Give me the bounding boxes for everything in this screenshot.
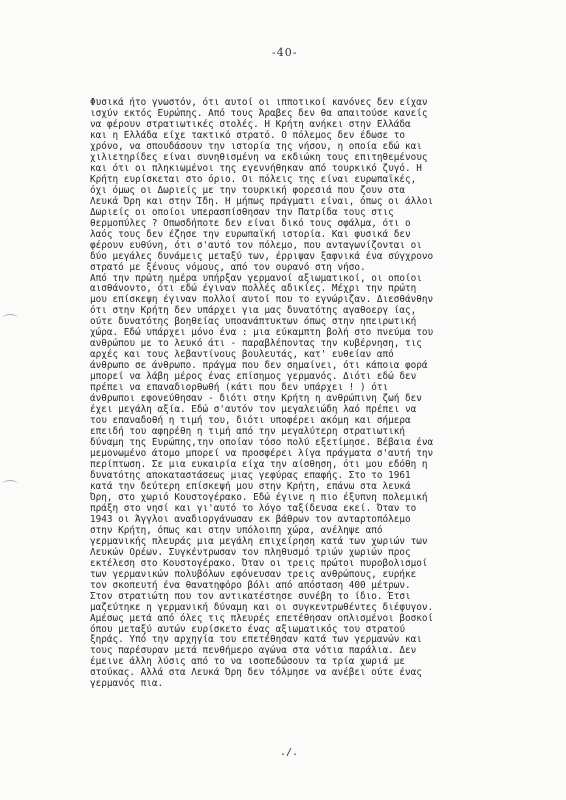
text-line: δύο μεγάλες δυνάμεις μεταξύ των, έρριψαν ξαφνικά ένα σύγχρονο: [90, 250, 434, 262]
text-line: κατά την δεύτερη επίσκεψή μου στην Κρήτη, επάνω στα λευκά: [90, 480, 411, 492]
text-line: έχει μεγάλη αξία. Εδώ σ'αυτόν τον μεγαλειώδη λαό πρέπει να: [90, 404, 417, 416]
text-line: δυνατότης αποκαταστάσεως μιας γεφύρας επαφής. Στο το 1961: [90, 469, 411, 481]
text-line: ανθρώπου με το λευκό άτι - παραβλέποντας την κυβέρνηση, τις: [90, 338, 422, 350]
text-line: όπου μεταξύ αυτών ευρίσκετο ένας αξιωματικός του στρατού: [90, 623, 406, 635]
text-line: δύναμη της Ευρώπης,την οποίαν τόσο πολύ εξετίμησε. Βέβαια ένα: [90, 437, 434, 449]
text-line: Δωριείς οι οποίοι υπερασπίσθησαν την Πατρίδα τους στις: [90, 206, 394, 218]
text-line: των γερμανικών πολυβόλων εφόνευσαν τρεις ανθρώπους, ευρήκε: [90, 568, 417, 580]
binder-punch-mark-bottom: [2, 480, 18, 489]
text-line: χρόνο, να σπουδάσουν την ιστορία της νήσου, η οποία εδώ και: [90, 140, 422, 152]
text-line: πρέπει να επαναδιορθωθή (κάτι που δεν υπάρχει ! ) ότι: [90, 382, 389, 394]
text-line: Στον στρατιώτη που τον αντικατέστησε συνέβη το ίδιο. Έτσι: [90, 590, 411, 602]
text-line: Αμέσως μετά από όλες τις πλευρές επετέθησαν οπλισμένοι βοσκοί: [90, 612, 434, 624]
text-line: επειδή του αφηρέθη η τιμή από την μεγαλύτερη στρατιωτική: [90, 426, 406, 438]
continuation-mark: ./.: [280, 747, 299, 758]
text-line: στρατό με ξένους νόμους, από τον ουρανό στη νήσο.: [90, 261, 366, 273]
text-line: αρχές και τους λεβαντίνους βουλευτάς, κατ' ευθείαν από: [90, 349, 394, 361]
text-line: έμεινε άλλη λύσις από το να ισοπεδώσουν τα τρία χωριά με: [90, 656, 406, 668]
text-line: ότι στην Κρήτη δεν υπάρχει για μας δυνατότης αγαθοεργ ίας,: [90, 305, 417, 317]
text-line: τον σκοπευτή ένα θανατηφόρο βόλι από απόσταση 400 μέτρων.: [90, 579, 411, 591]
text-line: γερμανικής πλευράς μια μεγάλη επιχείρηση κατά των χωριών των: [90, 535, 428, 547]
text-line: Φυσικά ήτο γνωστόν, ότι αυτοί οι ιπποτικοί κανόνες δεν είχαν: [90, 97, 428, 108]
body-text: [90, 97, 490, 689]
text-line: 1943 οι Άγγλοι αναδιοργάνωσαν εκ βάθρων τον ανταρτοπόλεμο: [90, 513, 411, 525]
text-line: όχι όμως οι Δωριείς με την τουρκική φορεσιά που ζουν στα: [90, 184, 406, 196]
text-line: Λευκά Όρη και στην Ίδη. Η μήπως πράγματι είναι, όπως οι άλλοι: [90, 195, 434, 207]
text-line: άνθρωπο σε άνθρωπο. πράγμα που δεν σημαίνει, ότι κάποια φορά: [90, 360, 428, 372]
text-line: αισθάνοντο, ότι εδώ έγιναν πολλές αδικίες. Μέχρι την πρώτη: [90, 283, 417, 295]
text-line: χώρα. Εδώ υπάρχει μόνο ένα : μια εύκαμπτη βολή στο πνεύμα του: [90, 327, 434, 339]
text-line: τους παρέσυραν μετά πενθήμερο αγώνα στα νότια παράλια. Δεν: [90, 645, 417, 657]
text-line: και η Ελλάδα είχε τακτικό στρατό. Ο πόλεμος δεν έδωσε το: [90, 129, 406, 141]
text-line: λαός τους δεν έζησε την ευρωπαϊκή ιστορία. Και φυσικά δεν: [90, 228, 411, 240]
text-line: πράξη στο νησί και γι'αυτό το λόγο ταξίδευσα εκεί. Όταν το: [90, 502, 417, 514]
text-line: θερμοπύλες ? Οπωσδήποτε δεν είναι δικό τους σφάλμα, ότι ο: [90, 217, 411, 229]
text-line: εκτέλεση στο Κουστογέρακο. Όταν οι τρεις πρώτοι πυροβολισμοί: [90, 557, 428, 569]
binder-punch-mark-top: [2, 314, 18, 323]
text-line: του επαναδοθή η τιμή του, διότι υποφέρει ακόμη και σήμερα: [90, 415, 411, 427]
text-line: μαζεύτηκε η γερμανική δύναμη και οι συγκεντρωθέντες διέφυγον.: [90, 601, 434, 613]
text-line: να φέρουν στρατιωτικές στολές. Η Κρήτη ανήκει στην Ελλάδα: [90, 118, 411, 130]
text-line: φέρουν ευθύνη, ότι σ'αυτό τον πόλεμο, που ανταγωνίζονται οι: [90, 239, 422, 251]
text-line: περίπτωση. Σε μια ευκαιρία είχα την αίσθηση, ότι μου εδόθη η: [90, 458, 428, 470]
text-line: Όρη, στο χωριό Κουστογέρακο. Εδώ έγινε η πιο έξυπνη πολεμική: [90, 491, 428, 503]
text-line: γερμανός πια.: [90, 678, 164, 690]
text-line: Λευκών Ορέων. Συγκέντρωσαν τον πληθυσμό τριών χωριών προς: [90, 546, 411, 558]
text-line: στούκας. Αλλά στα Λευκά Όρη δεν τόλμησε να ανέβει ούτε ένας: [90, 667, 422, 679]
text-line: Κρήτη ευρίσκεται στο όριο. Οι πόλεις της είναι ευρωπαϊκές,: [90, 173, 417, 185]
text-line: μπορεί να λάβη μέρος ένας επίσημος γερμανός. Διότι εδώ δεν: [90, 371, 417, 383]
text-line: ισχύν εκτός Ευρώπης. Από τους Άραβες δεν θα απαιτούσε κανείς: [90, 107, 428, 119]
text-line: μου επίσκεψη έγιναν πολλοί αυτοί που το εγνώριζαν. Διεσθάνθην: [90, 294, 434, 306]
text-line: ξηράς. Υπό την αρχηγία του επετέθησαν κατά των γερμανών και: [90, 634, 422, 646]
text-line: Από την πρώτη ημέρα υπήρξαν γερμανοί αξιωματικοί, οι οποίοι: [90, 272, 422, 284]
text-line: χιλιετηρίδες είναι συνηθισμένη να εκδιώκη τους επιτηθεμένους: [90, 151, 428, 163]
text-line: ούτε δυνατότης βοηθείας υποανάπτυκτων όπως στην ηπειρωτική: [90, 316, 417, 328]
text-line: στην Κρήτη, όπως και στην υπόλοιπη χώρα, ανέληψε από: [90, 524, 383, 536]
text-line: μεμονωμένο άτομο μπορεί να προσφέρει λίγα πράγματα σ'αυτή την: [90, 448, 434, 459]
page-number: -40-: [272, 46, 298, 59]
text-line: άνθρωποι εφονεύθησαν - διότι στην Κρήτη η ανθρώπινη ζωή δεν: [90, 393, 422, 405]
text-line: και ότι οι πληκιωμένοι της εγεννήθηκαν από τουρκικό ζυγό. Η: [90, 162, 422, 174]
